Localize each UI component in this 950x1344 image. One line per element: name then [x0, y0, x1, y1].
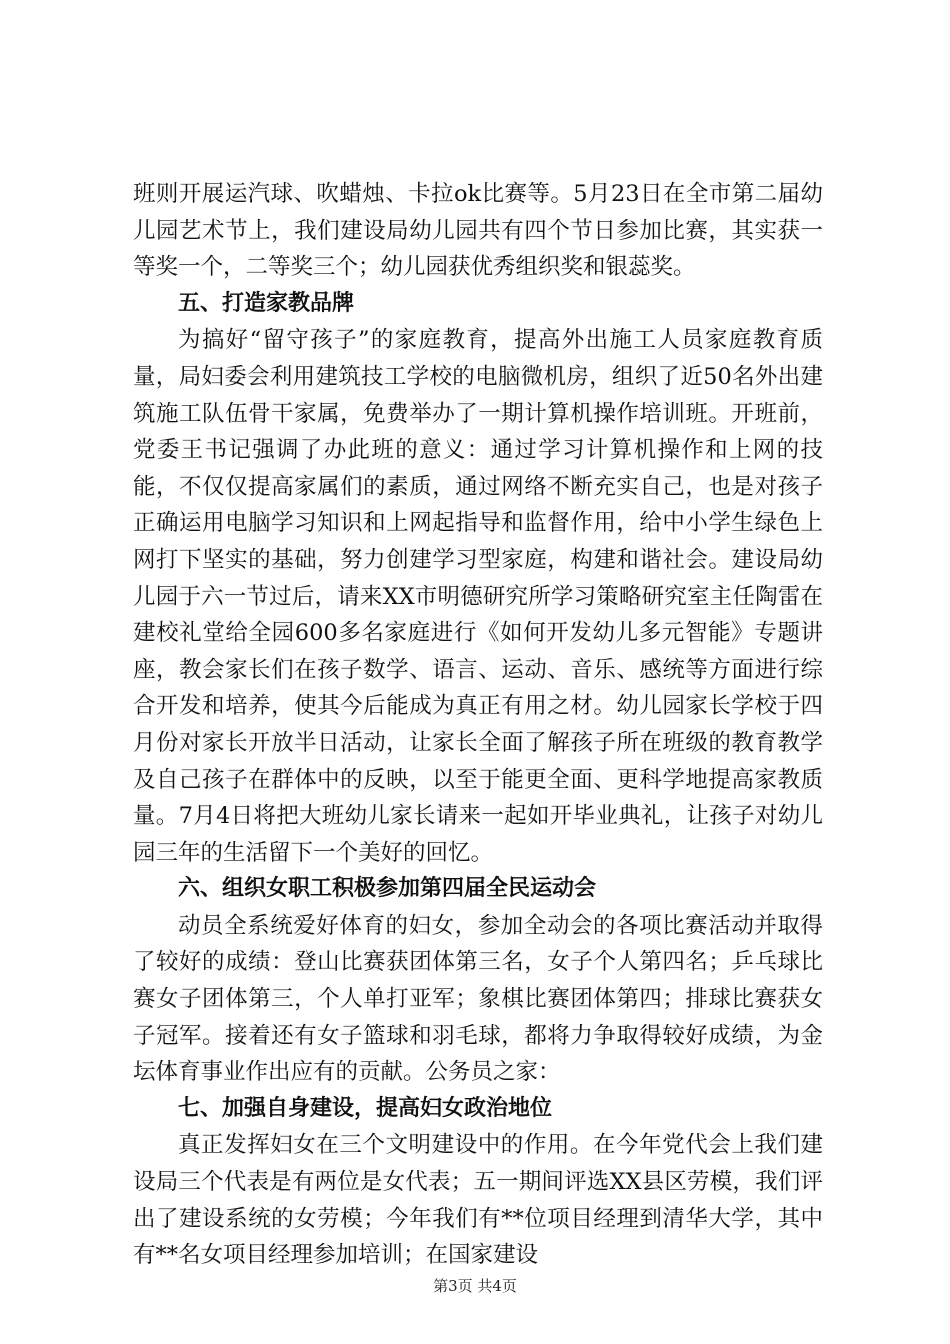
- section-heading-6: 六、组织女职工积极参加第四届全民运动会: [178, 876, 597, 902]
- paragraph-sports-meet: 动员全系统爱好体育的妇女，参加全动会的各项比赛活动并取得了较好的成绩：登山比赛获团体第三名，女子个人第四名；乒乓球比赛女子团体第三，个人单打亚军；象棋比赛团体第四；排球比赛获女子冠军。接着还有女子篮球和羽毛球，都将力争取得较好成绩，为金坛体育事业作出应有的贡献。公务员之家：: [133, 912, 823, 1086]
- page-number-label: 第3页 共4页: [433, 1277, 517, 1295]
- paragraph-family-education: 为搞好“留守孩子”的家庭教育，提高外出施工人员家庭教育质量，局妇委会利用建筑技工学校的电脑微机房，组织了近50名外出建筑施工队伍骨干家属，免费举办了一期计算机操作培训班。开班前，党委王书记强调了办此班的意义：通过学习计算机操作和上网的技能，不仅仅提高家属们的素质，通过网络不断充实自己，也是对孩子正确运用电脑学习知识和上网起指导和监督作用，给中小学生绿色上网打下坚实的基础，努力创建学习型家庭，构建和谐社会。建设局幼儿园于六一节过后，请来XX市明德研究所学习策略研究室主任陶雷在建校礼堂给全园600多名家庭进行《如何开发幼儿多元智能》专题讲座，教会家长们在孩子数学、语言、运动、音乐、感统等方面进行综合开发和培养，使其今后能成为真正有用之材。幼儿园家长学校于四月份对家长开放半日活动，让家长全面了解孩子所在班级的教育教学及自己孩子在群体中的反映，以至于能更全面、更科学地提高家教质量。7月4日将把大班幼儿家长请来一起如开毕业典礼，让孩子对幼儿园三年的生活留下一个美好的回忆。: [133, 327, 823, 866]
- paragraph-continuation: 班则开展运汽球、吹蜡烛、卡拉ok比赛等。5月23日在全市第二届幼儿园艺术节上，我们建设局幼儿园共有四个节日参加比赛，其实获一等奖一个，二等奖三个；幼儿园获优秀组织奖和银蕊奖。: [133, 181, 823, 281]
- paragraph-self-building: 真正发挥妇女在三个文明建设中的作用。在今年党代会上我们建设局三个代表是有两位是女代表；五一期间评选XX县区劳模，我们评出了建设系统的女劳模；今年我们有**位项目经理到清华大学，其中有**名女项目经理参加培训；在国家建设: [133, 1132, 823, 1269]
- section-heading-7: 七、加强自身建设，提高妇女政治地位: [178, 1095, 553, 1121]
- document-body: [133, 176, 823, 1274]
- page-footer: [0, 1276, 950, 1296]
- section-heading-5: 五、打造家教品牌: [178, 290, 355, 316]
